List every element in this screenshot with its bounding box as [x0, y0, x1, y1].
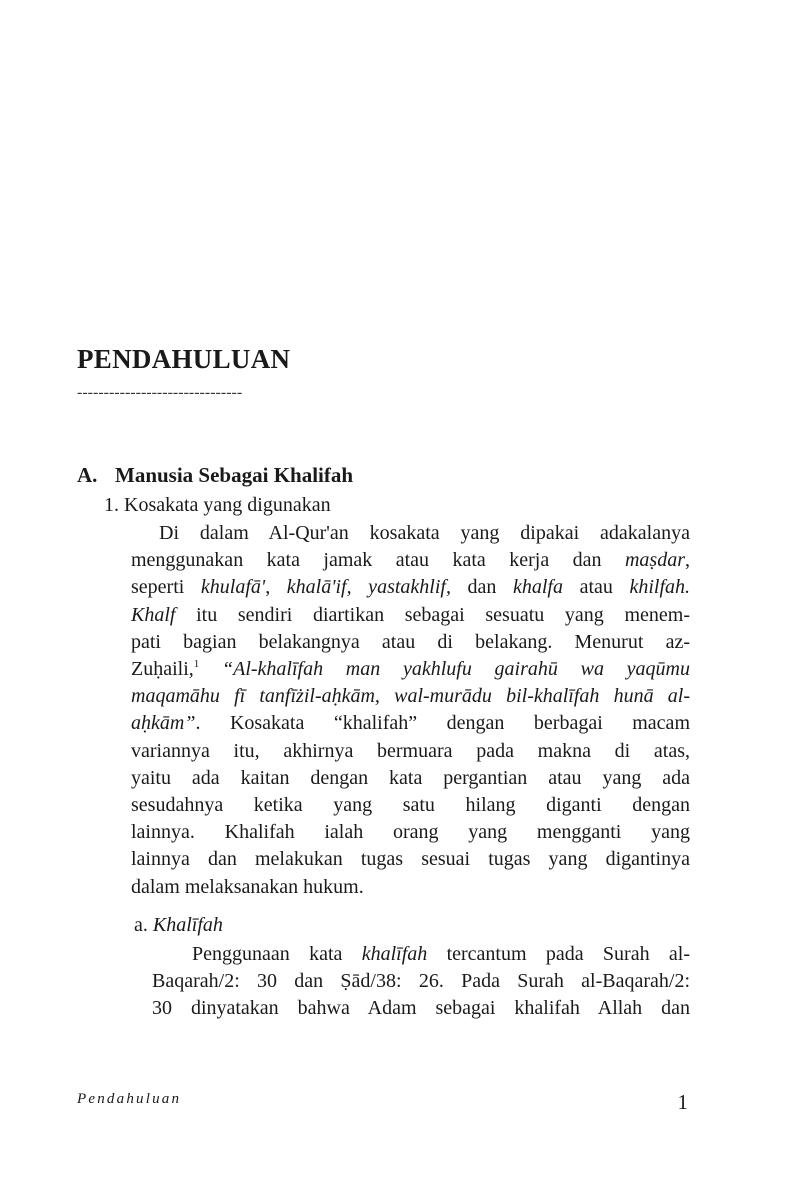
subsubsection-letter: a.	[134, 914, 153, 936]
text-run: ,	[685, 549, 690, 572]
text-line	[152, 941, 690, 968]
italic-term: khalfa	[513, 576, 563, 599]
subsection-heading: 1. Kosakata yang digunakan	[104, 494, 331, 516]
text-run: atau	[563, 576, 630, 599]
text-run: dan	[450, 576, 513, 599]
chapter-title: PENDAHULUAN	[77, 344, 291, 374]
italic-quote: aḥkām”	[131, 712, 196, 735]
text-run: itu sendiri diartikan sebagai sesuatu yang menem-	[175, 603, 690, 626]
text-line	[131, 738, 690, 765]
text-line	[131, 765, 690, 792]
section-letter: A.	[77, 463, 98, 487]
section-heading	[77, 463, 353, 488]
text-line	[131, 819, 690, 846]
text-line	[131, 656, 690, 683]
text-line	[131, 874, 690, 901]
text-run: Di dalam Al-Qur'an kosakata yang dipakai adakalanya	[159, 522, 690, 544]
subsubsection-term: Khalīfah	[152, 914, 223, 936]
text-run: Baqarah/2: 30 dan Ṣād/38: 26. Pada Surah al-Baqarah/2:	[152, 970, 690, 993]
text-line	[131, 629, 690, 656]
text-run: lainnya dan melakukan tugas sesuai tugas yang digantinya	[131, 848, 690, 871]
italic-term: khalā'if, yastakhlif,	[286, 576, 451, 599]
text-run: . Kosakata “khalifah” dengan berbagai macam	[195, 712, 690, 735]
text-line	[131, 792, 690, 819]
text-run: Zuḥaili,	[131, 658, 194, 681]
text-line	[131, 547, 690, 574]
running-footer-title: Pendahuluan	[77, 1091, 182, 1107]
text-run: seperti	[131, 576, 201, 599]
text-run: dalam melaksanakan hukum.	[131, 875, 364, 898]
page-number: 1	[677, 1090, 688, 1114]
italic-term: maṣdar	[624, 549, 685, 572]
text-line	[131, 710, 690, 737]
text-run: tercantum pada Surah al-	[427, 943, 690, 965]
italic-term: khilfah.	[629, 576, 691, 599]
text-line	[131, 520, 690, 547]
text-run: sesudahnya ketika yang satu hilang diganti dengan	[131, 794, 690, 817]
text-line	[152, 968, 690, 995]
italic-term: khulafā'	[200, 576, 266, 599]
text-run: ,	[265, 576, 287, 599]
section-title: Manusia Sebagai Khalifah	[115, 463, 354, 487]
text-run: variannya itu, akhirnya bermuara pada makna di atas,	[131, 739, 690, 762]
paragraph-khalifah	[152, 941, 690, 1023]
text-run: menggunakan kata jamak atau kata kerja dan	[131, 549, 625, 572]
text-run: lainnya. Khalifah ialah orang yang mengganti yang	[131, 821, 690, 844]
subsubsection-heading	[134, 914, 223, 937]
italic-term: Khalf	[131, 603, 176, 626]
text-run: 30 dinyatakan bahwa Adam sebagai khalifah Allah dan	[152, 997, 690, 1020]
chapter-title-rule: -------------------------------	[77, 384, 243, 401]
italic-quote: “Al-khalīfah man yakhlufu gairahū wa yaqūmu	[199, 658, 690, 681]
text-run: pati bagian belakangnya atau di belakang. Menurut az-	[131, 630, 690, 653]
text-line	[152, 995, 690, 1022]
text-run: Penggunaan kata	[192, 943, 362, 965]
paragraph-kosakata	[131, 520, 690, 901]
text-line	[131, 683, 690, 710]
footnote-marker[interactable]: 1	[193, 658, 200, 671]
text-line	[131, 846, 690, 873]
text-line	[131, 574, 690, 601]
italic-quote: maqamāhu fī tanfīżil-aḥkām, wal-murādu bil-khalīfah hunā al-	[131, 685, 690, 708]
text-run: yaitu ada kaitan dengan kata pergantian atau yang ada	[131, 766, 690, 789]
text-line	[131, 602, 690, 629]
italic-term: khalīfah	[361, 943, 428, 965]
